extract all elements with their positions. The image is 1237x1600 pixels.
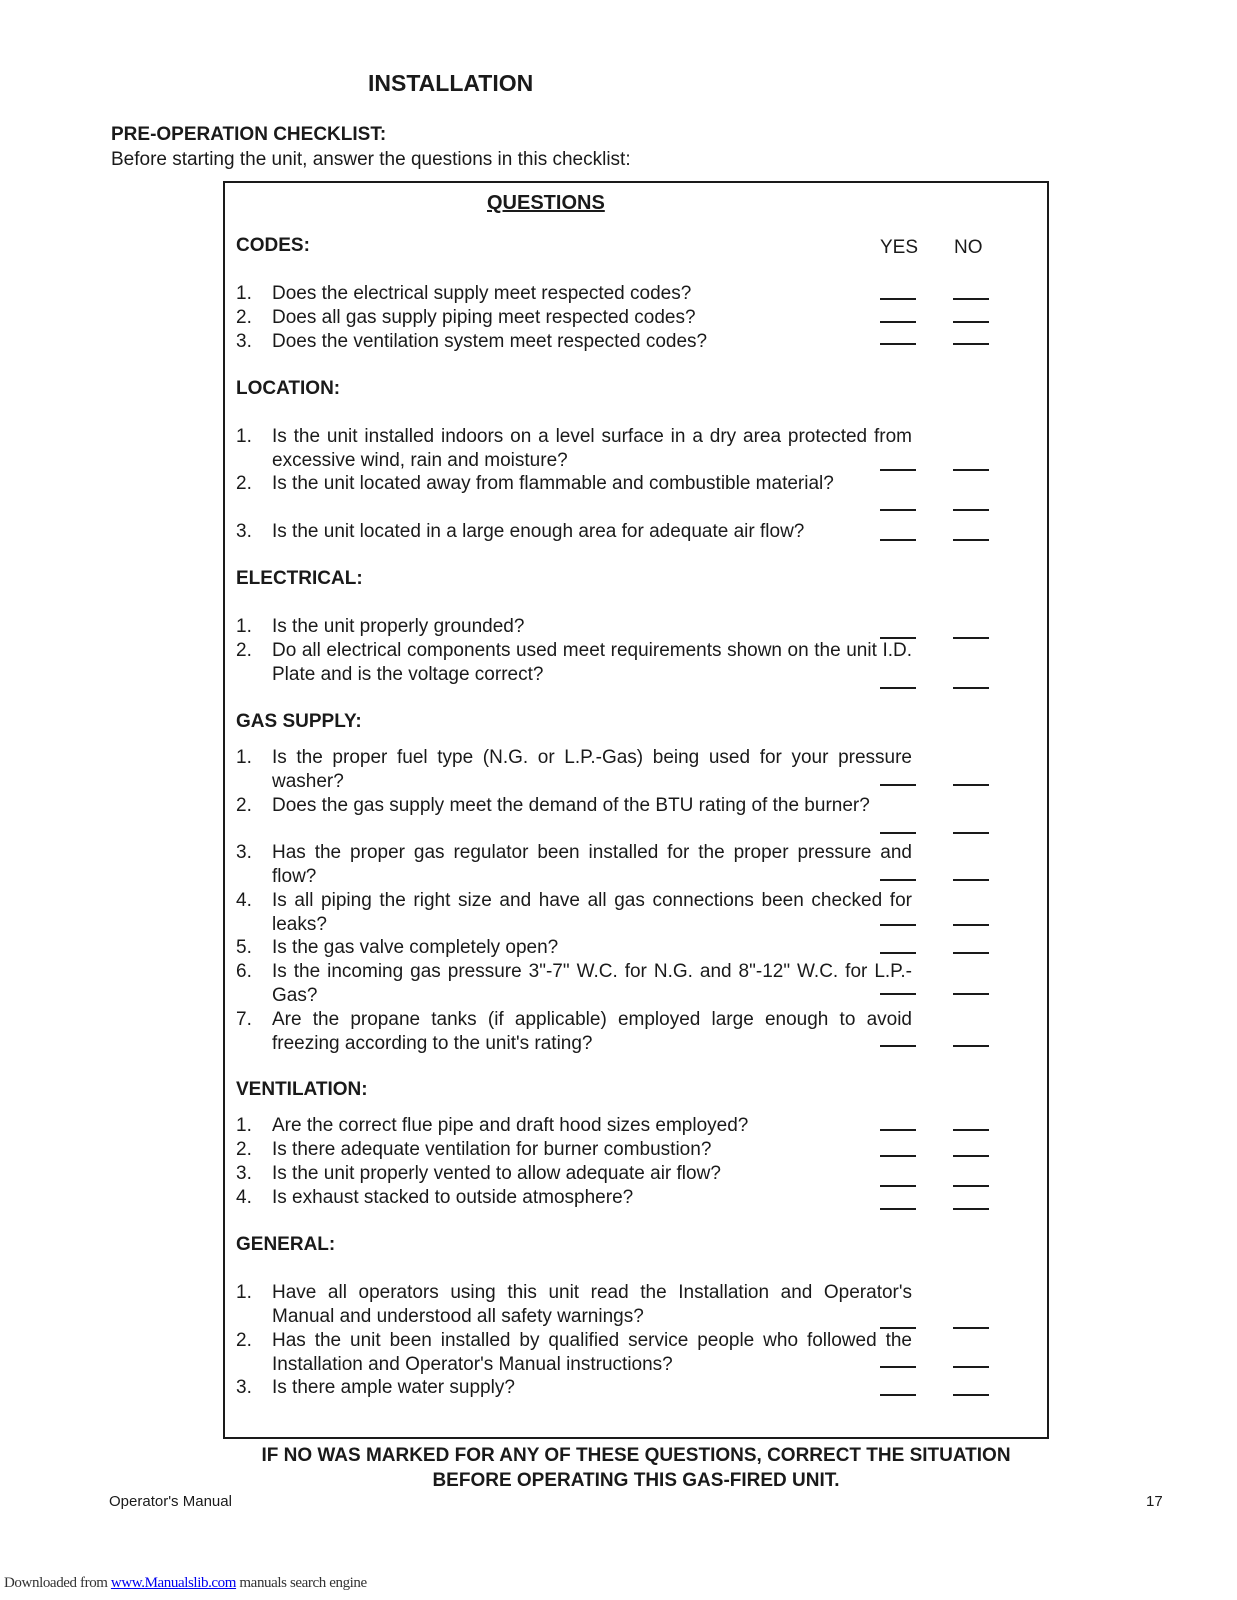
page-title: INSTALLATION xyxy=(368,70,534,96)
yes-answer-blank[interactable] xyxy=(880,924,916,926)
question-number: 2. xyxy=(236,1330,252,1351)
checklist-heading: PRE-OPERATION CHECKLIST: xyxy=(111,124,387,145)
yes-answer-blank[interactable] xyxy=(880,952,916,954)
section-heading: GAS SUPPLY: xyxy=(236,711,362,732)
no-answer-blank[interactable] xyxy=(953,1208,989,1210)
yes-answer-blank[interactable] xyxy=(880,1155,916,1157)
download-prefix: Downloaded from xyxy=(4,1575,111,1591)
section-heading: CODES: xyxy=(236,235,310,256)
question-number: 3. xyxy=(236,1163,252,1184)
question-number: 1. xyxy=(236,283,252,304)
no-answer-blank[interactable] xyxy=(953,879,989,881)
question-number: 1. xyxy=(236,1282,252,1303)
question-text: Is the unit properly grounded? xyxy=(272,616,525,637)
question-number: 7. xyxy=(236,1009,252,1030)
yes-answer-blank[interactable] xyxy=(880,1129,916,1131)
yes-answer-blank[interactable] xyxy=(880,1045,916,1047)
no-answer-blank[interactable] xyxy=(953,1045,989,1047)
question-text: Does the ventilation system meet respected codes? xyxy=(272,331,708,352)
section-heading: ELECTRICAL: xyxy=(236,568,363,589)
question-number: 3. xyxy=(236,842,252,863)
section-heading: LOCATION: xyxy=(236,378,341,399)
no-answer-blank[interactable] xyxy=(953,1155,989,1157)
no-answer-blank[interactable] xyxy=(953,832,989,834)
question-number: 2. xyxy=(236,795,252,816)
warning-line-1: IF NO WAS MARKED FOR ANY OF THESE QUESTIONS, CORRECT THE SITUATION xyxy=(261,1445,1011,1466)
yes-answer-blank[interactable] xyxy=(880,321,916,323)
no-answer-blank[interactable] xyxy=(953,993,989,995)
no-column-header: NO xyxy=(954,237,983,258)
footer-page-number: 17 xyxy=(1146,1493,1163,1510)
no-answer-blank[interactable] xyxy=(953,469,989,471)
question-text: Has the unit been installed by qualified service people who followed the Installation and Operator's Manual instructions? xyxy=(272,1330,912,1376)
no-answer-blank[interactable] xyxy=(953,1327,989,1329)
question-number: 3. xyxy=(236,331,252,352)
question-number: 5. xyxy=(236,937,252,958)
question-number: 1. xyxy=(236,426,252,447)
manualslib-link[interactable]: www.Manualslib.com xyxy=(110,1575,237,1591)
no-answer-blank[interactable] xyxy=(953,1129,989,1131)
yes-answer-blank[interactable] xyxy=(880,298,916,300)
question-text: Is the unit properly vented to allow adequate air flow? xyxy=(272,1163,721,1184)
question-text: Are the correct flue pipe and draft hood sizes employed? xyxy=(272,1115,749,1136)
question-text: Are the propane tanks (if applicable) employed large enough to avoid freezing according to the unit's rating? xyxy=(272,1009,912,1055)
question-text: Is the unit located in a large enough area for adequate air flow? xyxy=(272,521,805,542)
yes-answer-blank[interactable] xyxy=(880,343,916,345)
question-text: Is the incoming gas pressure 3"-7" W.C. for N.G. and 8"-12" W.C. for L.P.-Gas? xyxy=(272,961,912,1007)
no-answer-blank[interactable] xyxy=(953,343,989,345)
no-answer-blank[interactable] xyxy=(953,298,989,300)
question-text: Is all piping the right size and have all gas connections been checked for leaks? xyxy=(272,890,912,936)
question-text: Is there adequate ventilation for burner combustion? xyxy=(272,1139,712,1160)
question-number: 1. xyxy=(236,747,252,768)
yes-column-header: YES xyxy=(880,237,919,258)
intro-text: Before starting the unit, answer the questions in this checklist: xyxy=(111,149,631,170)
question-text: Is the unit installed indoors on a level surface in a dry area protected from excessive wind, rain and moisture? xyxy=(272,426,912,472)
question-number: 2. xyxy=(236,307,252,328)
question-number: 1. xyxy=(236,616,252,637)
section-heading: GENERAL: xyxy=(236,1234,336,1255)
question-text: Is the proper fuel type (N.G. or L.P.-Gas) being used for your pressure washer? xyxy=(272,747,912,793)
yes-answer-blank[interactable] xyxy=(880,993,916,995)
no-answer-blank[interactable] xyxy=(953,687,989,689)
question-number: 4. xyxy=(236,1187,252,1208)
no-answer-blank[interactable] xyxy=(953,952,989,954)
footer-manual-name: Operator's Manual xyxy=(109,1493,232,1510)
yes-answer-blank[interactable] xyxy=(880,784,916,786)
question-text: Is there ample water supply? xyxy=(272,1377,515,1398)
question-number: 2. xyxy=(236,473,252,494)
questions-title: QUESTIONS xyxy=(487,192,605,214)
question-number: 2. xyxy=(236,640,252,661)
question-text: Is exhaust stacked to outside atmosphere? xyxy=(272,1187,634,1208)
yes-answer-blank[interactable] xyxy=(880,687,916,689)
yes-answer-blank[interactable] xyxy=(880,539,916,541)
yes-answer-blank[interactable] xyxy=(880,1208,916,1210)
no-answer-blank[interactable] xyxy=(953,784,989,786)
download-line xyxy=(4,1575,367,1592)
yes-answer-blank[interactable] xyxy=(880,879,916,881)
question-number: 4. xyxy=(236,890,252,911)
yes-answer-blank[interactable] xyxy=(880,1366,916,1368)
yes-answer-blank[interactable] xyxy=(880,832,916,834)
download-suffix: manuals search engine xyxy=(236,1575,367,1591)
checklist-box xyxy=(223,181,1049,1439)
question-text: Has the proper gas regulator been installed for the proper pressure and flow? xyxy=(272,842,912,888)
question-number: 2. xyxy=(236,1139,252,1160)
no-answer-blank[interactable] xyxy=(953,1394,989,1396)
question-text: Does the electrical supply meet respected codes? xyxy=(272,283,692,304)
section-heading: VENTILATION: xyxy=(236,1079,368,1100)
question-number: 6. xyxy=(236,961,252,982)
question-text: Is the unit located away from flammable and combustible material? xyxy=(272,473,834,494)
question-text: Have all operators using this unit read the Installation and Operator's Manual and understood all safety warnings? xyxy=(272,1282,912,1328)
question-number: 1. xyxy=(236,1115,252,1136)
warning-notice xyxy=(223,1443,1049,1493)
question-text: Does the gas supply meet the demand of the BTU rating of the burner? xyxy=(272,795,870,816)
no-answer-blank[interactable] xyxy=(953,637,989,639)
no-answer-blank[interactable] xyxy=(953,1185,989,1187)
question-text: Do all electrical components used meet requirements shown on the unit I.D. Plate and is the voltage correct? xyxy=(272,640,912,686)
warning-line-2: BEFORE OPERATING THIS GAS-FIRED UNIT. xyxy=(432,1470,840,1491)
no-answer-blank[interactable] xyxy=(953,539,989,541)
question-number: 3. xyxy=(236,1377,252,1398)
question-number: 3. xyxy=(236,521,252,542)
question-text: Is the gas valve completely open? xyxy=(272,937,559,958)
yes-answer-blank[interactable] xyxy=(880,509,916,511)
question-text: Does all gas supply piping meet respected codes? xyxy=(272,307,696,328)
no-answer-blank[interactable] xyxy=(953,1366,989,1368)
no-answer-blank[interactable] xyxy=(953,321,989,323)
yes-answer-blank[interactable] xyxy=(880,469,916,471)
yes-answer-blank[interactable] xyxy=(880,1394,916,1396)
no-answer-blank[interactable] xyxy=(953,509,989,511)
no-answer-blank[interactable] xyxy=(953,924,989,926)
